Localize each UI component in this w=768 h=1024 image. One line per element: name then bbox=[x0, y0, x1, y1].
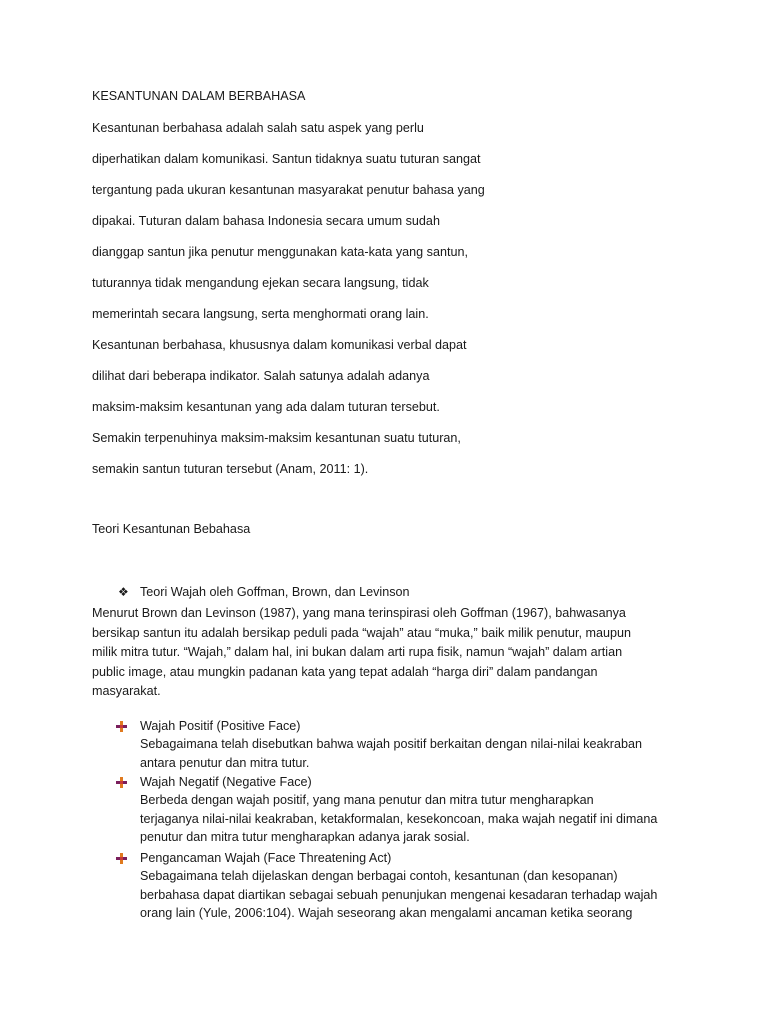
bullet-heading: Wajah Negatif (Negative Face) bbox=[140, 775, 312, 789]
bullet-item-positive-face bbox=[140, 717, 642, 772]
text-line: Kesantunan berbahasa adalah salah satu aspek yang perlu bbox=[92, 121, 424, 135]
document-title: KESANTUNAN DALAM BERBAHASA bbox=[92, 89, 306, 103]
text-line: penutur dan mitra tutur mengharapkan adanya jarak sosial. bbox=[140, 830, 470, 845]
text-line: tergantung pada ukuran kesantunan masyarakat penutur bahasa yang bbox=[92, 183, 485, 197]
text-line: Kesantunan berbahasa, khususnya dalam komunikasi verbal dapat bbox=[92, 338, 467, 352]
bullet-item-face-threatening-act bbox=[140, 849, 657, 923]
text-line: diperhatikan dalam komunikasi. Santun tidaknya suatu tuturan sangat bbox=[92, 152, 481, 166]
diamond-bullet-text: Teori Wajah oleh Goffman, Brown, dan Levinson bbox=[140, 585, 410, 599]
text-line: dipakai. Tuturan dalam bahasa Indonesia secara umum sudah bbox=[92, 214, 440, 228]
plus-bullet-icon bbox=[116, 853, 127, 864]
plus-bullet-icon bbox=[116, 721, 127, 732]
text-line: memerintah secara langsung, serta menghormati orang lain. bbox=[92, 307, 429, 321]
text-line: milik mitra tutur. “Wajah,” dalam hal, ini bukan dalam arti rupa fisik, namun “wajah” dalam artian bbox=[92, 645, 623, 659]
text-line: public image, atau mungkin padanan kata yang tepat adalah “harga diri” dalam pandangan bbox=[92, 664, 598, 679]
plus-bullet-icon bbox=[116, 777, 127, 788]
text-line: dianggap santun jika penutur menggunakan kata-kata yang santun, bbox=[92, 245, 468, 259]
bullet-heading: Pengancaman Wajah (Face Threatening Act) bbox=[140, 851, 392, 865]
text-line: dilihat dari beberapa indikator. Salah satunya adalah adanya bbox=[92, 369, 430, 383]
text-line: tuturannya tidak mengandung ejekan secara langsung, tidak bbox=[92, 276, 429, 290]
text-line: Menurut Brown dan Levinson (1987), yang mana terinspirasi oleh Goffman (1967), bahwasanya bbox=[92, 606, 626, 620]
text-line: berbahasa dapat diartikan sebagai sebuah penunjukan mengenai kesadaran terhadap wajah bbox=[140, 887, 658, 902]
section-title: Teori Kesantunan Bebahasa bbox=[92, 522, 251, 536]
bullet-heading: Wajah Positif (Positive Face) bbox=[140, 719, 301, 733]
diamond-bullet-icon: ❖ bbox=[118, 585, 129, 599]
body-paragraph bbox=[92, 604, 631, 702]
text-line: Berbeda dengan wajah positif, yang mana penutur dan mitra tutur mengharapkan bbox=[140, 793, 594, 808]
bullet-item-negative-face bbox=[140, 773, 657, 847]
intro-paragraph bbox=[92, 118, 485, 490]
text-line: semakin santun tuturan tersebut (Anam, 2011: 1). bbox=[92, 462, 369, 476]
text-line: antara penutur dan mitra tutur. bbox=[140, 755, 310, 770]
text-line: maksim-maksim kesantunan yang ada dalam tuturan tersebut. bbox=[92, 400, 440, 414]
text-line: orang lain (Yule, 2006:104). Wajah seseorang akan mengalami ancaman ketika seorang bbox=[140, 906, 633, 921]
text-line: Semakin terpenuhinya maksim-maksim kesantunan suatu tuturan, bbox=[92, 431, 461, 445]
text-line: Sebagaimana telah dijelaskan dengan berbagai contoh, kesantunan (dan kesopanan) bbox=[140, 869, 618, 884]
text-line: Sebagaimana telah disebutkan bahwa wajah positif berkaitan dengan nilai-nilai keakraban bbox=[140, 737, 642, 752]
text-line: bersikap santun itu adalah bersikap peduli pada “wajah” atau “muka,” baik milik penutur, maupun bbox=[92, 625, 632, 640]
text-line: masyarakat. bbox=[92, 684, 161, 698]
text-line: terjaganya nilai-nilai keakraban, ketakformalan, kesekoncoan, maka wajah negatif ini dimana bbox=[140, 811, 658, 826]
